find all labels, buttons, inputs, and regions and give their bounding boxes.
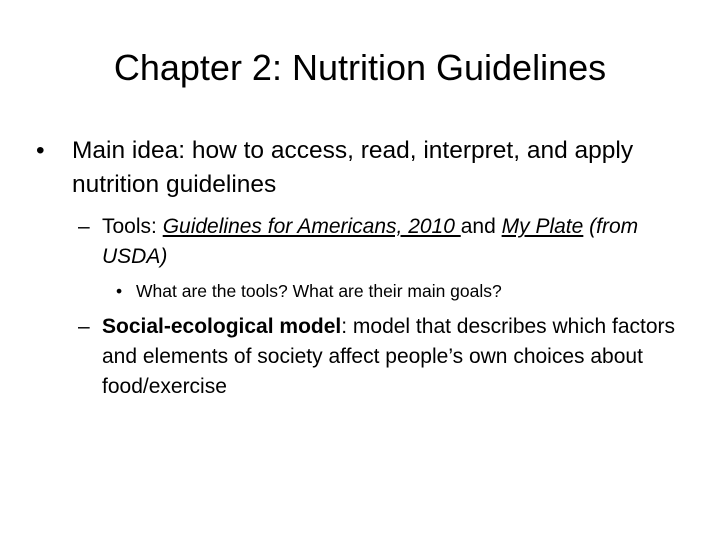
tools-suffix: (from USDA) <box>102 215 639 268</box>
bullet-main-idea <box>36 134 686 202</box>
bullet-text: What are the tools? What are their main goals? <box>136 281 502 301</box>
tools-prefix: Tools: <box>102 215 163 238</box>
term-social-ecological-model: Social-ecological model <box>102 315 342 338</box>
bullet-marker: • <box>116 281 123 301</box>
bullet-social-ecological <box>36 312 686 402</box>
slide-body <box>36 134 686 408</box>
guidelines-link[interactable]: Guidelines for Americans, 2010 <box>162 215 461 238</box>
slide-title: Chapter 2: Nutrition Guidelines <box>113 47 607 88</box>
term-definition: : model that describes which factors and elements of society affect people’s own choices about food/exercise <box>102 315 676 398</box>
dash-marker: – <box>78 215 90 238</box>
bullet-tools <box>36 212 686 272</box>
tools-middle: and <box>460 215 502 238</box>
dash-marker: – <box>78 315 90 338</box>
bullet-text: Main idea: how to access, read, interpret, and apply nutrition guidelines <box>72 137 634 198</box>
myplate-link[interactable]: My Plate <box>501 215 584 238</box>
bullet-tools-question <box>36 278 686 304</box>
bullet-marker: • <box>36 137 45 164</box>
